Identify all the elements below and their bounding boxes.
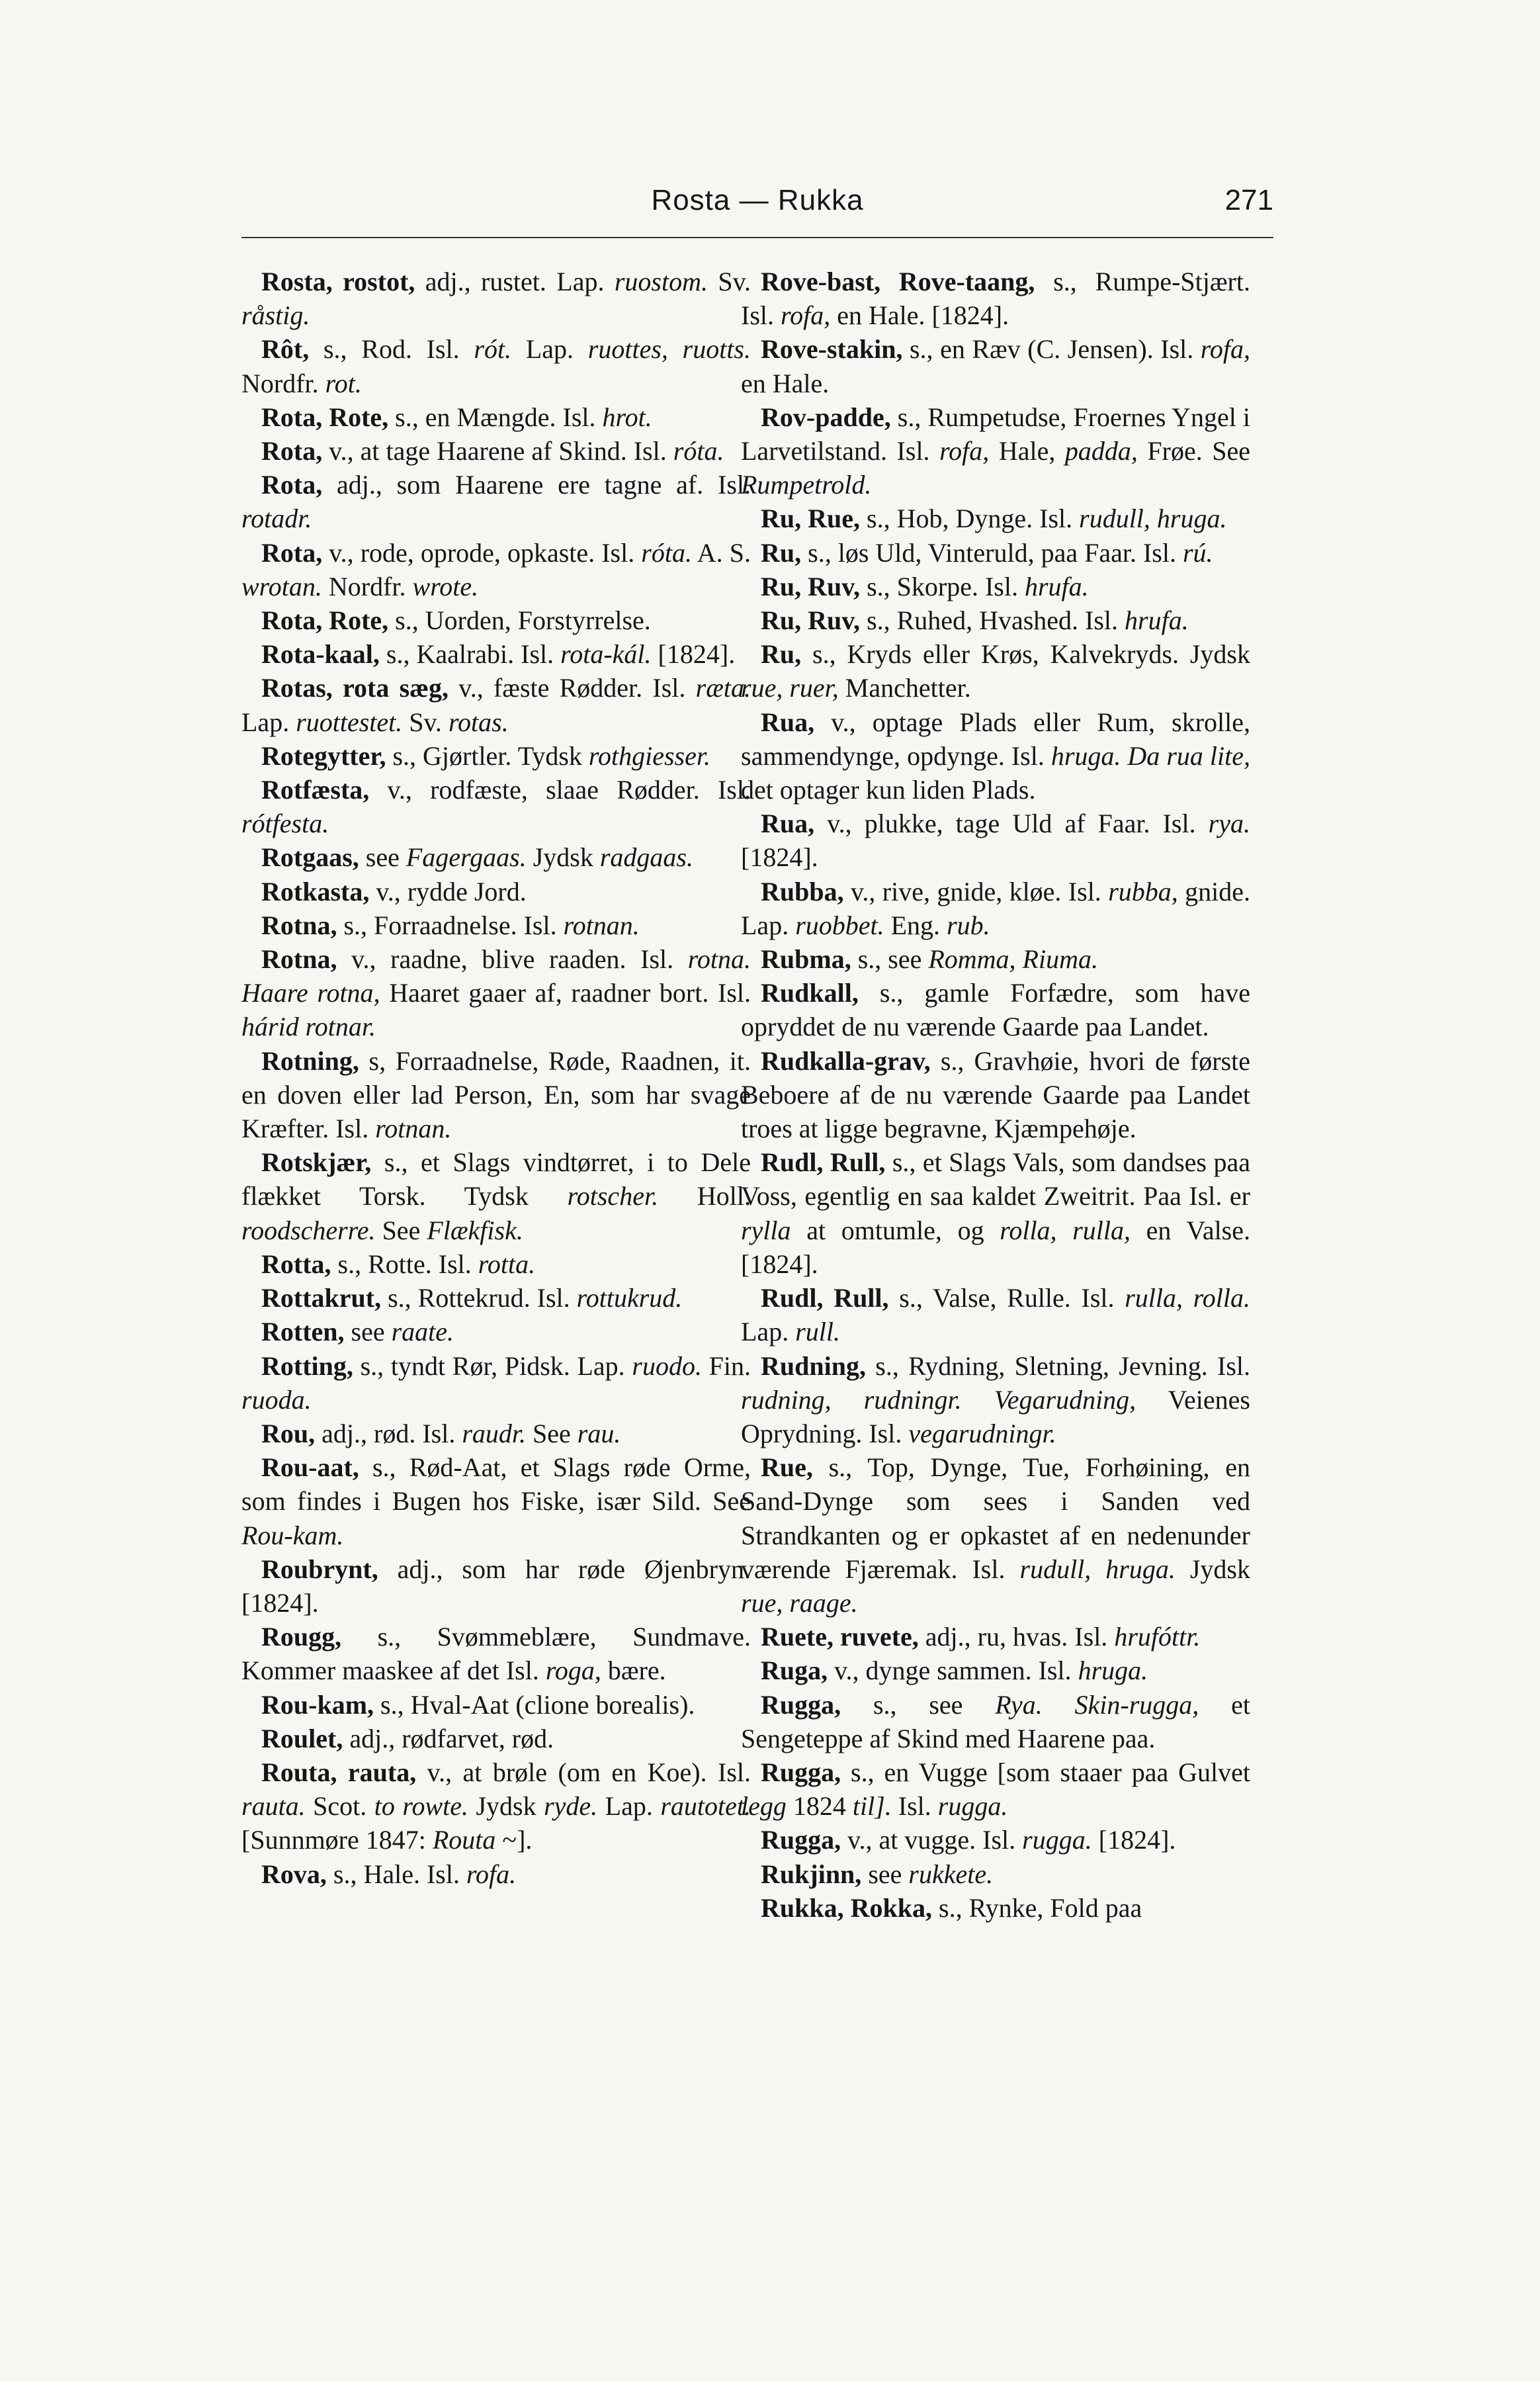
entry-italic-text: rue, ruer, xyxy=(741,673,839,703)
entry-text: Lap. xyxy=(511,334,588,365)
entry-headword: Rotta, xyxy=(261,1249,331,1279)
dictionary-entry xyxy=(241,739,751,773)
entry-text: s., Rottekrud. Isl. xyxy=(381,1283,577,1313)
entry-text: Haaret gaaer af, raadner bort. Isl. xyxy=(380,978,751,1008)
entry-italic-text: rotnan. xyxy=(563,910,640,940)
entry-text: v., rodfæste, slaae Rødder. Isl. xyxy=(369,775,751,805)
entry-headword: Rove-bast, Rove-taang, xyxy=(761,267,1035,296)
entry-text: s., et Slags Vals, som dandses paa Voss, egentlig en saa kaldet Zweitrit. Paa Isl. er xyxy=(741,1147,1250,1212)
entry-italic-text: raudr. xyxy=(462,1418,527,1448)
entry-text: s., Kryds eller Krøs, Kalvekryds. Jydsk xyxy=(801,639,1250,670)
dictionary-entry xyxy=(241,1417,751,1450)
entry-headword: Rugga, xyxy=(761,1689,841,1720)
entry-text: A. S. xyxy=(691,537,751,568)
entry-italic-text: hrufa. xyxy=(1125,605,1189,636)
entry-text: Jydsk xyxy=(1175,1554,1250,1584)
dictionary-entry xyxy=(241,1450,751,1552)
entry-italic-text: hrufóttr. xyxy=(1114,1622,1201,1652)
entry-italic-text: Flækfisk. xyxy=(427,1215,523,1245)
entry-headword: Rougg, xyxy=(261,1622,342,1652)
entry-italic-text: rylla xyxy=(741,1215,791,1245)
entry-italic-text: rottukrud. xyxy=(576,1283,683,1313)
entry-headword: Rotna, xyxy=(261,910,337,940)
dictionary-entry xyxy=(241,1688,751,1722)
dictionary-entry xyxy=(241,400,751,434)
header-rule xyxy=(241,237,1273,238)
entry-headword: Ru, Rue, xyxy=(761,504,861,534)
entry-headword: Rou-aat, xyxy=(261,1452,359,1483)
entry-italic-text: rudull, hruga. xyxy=(1019,1554,1176,1584)
entry-headword: Rota, xyxy=(261,470,323,500)
entry-text: s., tyndt Rør, Pidsk. Lap. xyxy=(353,1350,632,1381)
entry-headword: Rudl, Rull, xyxy=(761,1147,886,1178)
entry-italic-text: Rou-kam. xyxy=(241,1520,344,1550)
entry-italic-text: vegarudningr. xyxy=(908,1418,1056,1448)
entry-text: Scot. xyxy=(305,1791,374,1822)
dictionary-entry xyxy=(241,468,751,535)
entry-italic-text: rotas. xyxy=(448,707,509,737)
entry-italic-text: ruottestet. xyxy=(296,707,403,737)
entry-text: Sv. xyxy=(707,267,751,296)
dictionary-entry xyxy=(241,1620,751,1687)
entry-headword: Ru, xyxy=(761,639,802,670)
entry-italic-text: ruostom. xyxy=(614,267,708,296)
entry-headword: Rosta, rostot, xyxy=(261,267,415,296)
page-number: 271 xyxy=(1224,184,1273,216)
entry-headword: Rova, xyxy=(261,1859,327,1889)
entry-text: adj., rødfarvet, rød. xyxy=(343,1723,554,1753)
entry-text: adj., rød. Isl. xyxy=(315,1418,462,1448)
entry-headword: Rotgaas, xyxy=(261,842,359,873)
dictionary-entry xyxy=(741,603,1250,637)
entry-text: en Valse. [1824]. xyxy=(741,1215,1250,1279)
entry-text: see xyxy=(359,842,406,873)
entry-italic-text: wrotan. xyxy=(241,571,322,601)
entry-headword: Rotkasta, xyxy=(261,876,370,906)
entry-italic-text: rot. xyxy=(325,368,362,398)
entry-italic-text: roga, xyxy=(545,1655,601,1686)
entry-italic-text: ruoda. xyxy=(241,1384,312,1415)
entry-headword: Rudkall, xyxy=(761,978,859,1008)
entry-text: Nordfr. xyxy=(321,571,413,601)
dictionary-entry xyxy=(741,875,1250,942)
entry-headword: Rotting, xyxy=(261,1350,353,1381)
entry-text: s., Hale. Isl. xyxy=(326,1859,466,1889)
entry-italic-text: rotscher. xyxy=(567,1181,659,1212)
dictionary-entry xyxy=(241,671,751,738)
entry-italic-text: rofa, xyxy=(1200,334,1250,365)
entry-headword: Ru, Ruv, xyxy=(761,571,861,601)
entry-italic-text: hruga. Da rua lite, xyxy=(1050,740,1250,771)
entry-italic-text: til]. xyxy=(852,1791,892,1822)
entry-text: v., at vugge. Isl. xyxy=(841,1825,1023,1855)
entry-headword: Rotning, xyxy=(261,1045,359,1076)
entry-italic-text: ruobbet. xyxy=(795,910,884,940)
entry-italic-text: rota-kál. xyxy=(560,639,652,670)
entry-text: Lap. xyxy=(597,1791,661,1822)
entry-italic-text: ræta. xyxy=(695,673,751,703)
entry-italic-text: Romma, Riuma. xyxy=(928,944,1098,975)
entry-italic-text: rull. xyxy=(795,1317,840,1347)
entry-text: s., løs Uld, Vinteruld, paa Faar. Isl. xyxy=(801,537,1183,568)
entry-text: Veienes Oprydning. Isl. xyxy=(741,1384,1250,1448)
entry-italic-text: rubba, xyxy=(1108,876,1178,906)
entry-italic-text: Rumpetrold. xyxy=(741,470,872,500)
entry-text: s., Top, Dynge, Tue, Forhøining, en Sand-Dynge som sees i Sanden ved Strandkanten og er opkastet af en nedenunder værende Fjæremak. Isl. xyxy=(741,1452,1250,1584)
entry-headword: Rugga, xyxy=(761,1757,841,1787)
dictionary-entry xyxy=(741,1654,1250,1687)
entry-text: s., Gjørtler. Tydsk xyxy=(386,740,589,771)
dictionary-entry xyxy=(241,1857,751,1891)
entry-text: s., Rotte. Isl. xyxy=(331,1249,478,1279)
entry-headword: Ru, xyxy=(761,537,802,568)
entry-text: det optager kun liden Plads. xyxy=(741,775,1036,805)
entry-text: s., see xyxy=(841,1689,996,1720)
entry-text: s, Forraadnelse, Røde, Raadnen, it. en doven eller lad Person, En, som har svage Kræfter. Isl. xyxy=(241,1045,751,1144)
entry-text: see xyxy=(861,1859,909,1889)
entry-text: at omtumle, og xyxy=(791,1215,1000,1245)
entry-headword: Rov-padde, xyxy=(761,402,891,432)
entry-italic-text: rofa. xyxy=(466,1859,517,1889)
dictionary-entry xyxy=(741,536,1250,570)
entry-text: Nordfr. xyxy=(241,368,325,398)
dictionary-entry xyxy=(741,1857,1250,1891)
entry-headword: Rue, xyxy=(761,1452,813,1483)
entry-headword: Ruete, ruvete, xyxy=(761,1622,919,1652)
entry-italic-text: wrote. xyxy=(412,571,479,601)
dictionary-entry xyxy=(741,807,1250,874)
page-header xyxy=(241,179,1273,232)
entry-headword: Rou, xyxy=(261,1418,316,1448)
entry-text: s., Rynke, Fold paa xyxy=(932,1892,1142,1923)
entry-text: v., plukke, tage Uld af Faar. Isl. xyxy=(814,809,1209,839)
entry-headword: Rugga, xyxy=(761,1825,841,1855)
entry-text: v., optage Plads eller Rum, skrolle, sammendynge, opdynge. Isl. xyxy=(741,707,1250,771)
entry-italic-text: to rowte. xyxy=(374,1791,468,1822)
dictionary-entry xyxy=(241,265,751,332)
dictionary-entry xyxy=(241,434,751,468)
dictionary-entry xyxy=(741,942,1250,976)
entry-text: s., en Ræv (C. Jensen). Isl. xyxy=(902,334,1201,365)
entry-italic-text: rulla, rolla. xyxy=(1125,1283,1251,1313)
entry-text: Fin. xyxy=(701,1350,751,1381)
entry-headword: Rota, xyxy=(261,436,323,466)
entry-headword: Rottakrut, xyxy=(261,1283,382,1313)
entry-text: s., gamle Forfædre, som have opryddet de nu værende Gaarde paa Landet. xyxy=(741,978,1250,1042)
entry-text: v., at tage Haarene af Skind. Isl. xyxy=(322,436,673,466)
entry-text: Eng. xyxy=(884,910,947,940)
entry-headword: Rôt, xyxy=(261,334,310,365)
entry-italic-text: rue, raage. xyxy=(741,1587,858,1618)
entry-text: s., en Vugge [som staaer paa Gulvet xyxy=(841,1757,1250,1787)
dictionary-entry xyxy=(241,603,751,637)
dictionary-entry xyxy=(741,976,1250,1043)
entry-italic-text: roodscherre. xyxy=(241,1215,376,1245)
entry-italic-text: rukkete. xyxy=(908,1859,994,1889)
dictionary-entry xyxy=(241,908,751,942)
entry-italic-text: rotta. xyxy=(478,1249,536,1279)
entry-text: s., Gravhøie, hvori de første Beboere af de nu værende Gaarde paa Landet troes at ligge begravne, Kjæmpehøje. xyxy=(741,1045,1250,1144)
entry-italic-text: rothgiesser. xyxy=(588,740,710,771)
entry-text: 1824 xyxy=(786,1791,853,1822)
entry-text: et Sengeteppe af Skind med Haarene paa. xyxy=(741,1689,1251,1753)
entry-headword: Rua, xyxy=(761,809,815,839)
entry-text: Lap. xyxy=(241,707,296,737)
entry-headword: Rudl, Rull, xyxy=(761,1283,889,1313)
dictionary-entry xyxy=(241,1349,751,1417)
entry-headword: Ruga, xyxy=(761,1655,828,1686)
dictionary-entry xyxy=(241,773,751,840)
entry-headword: Rota, xyxy=(261,537,323,568)
dictionary-entry xyxy=(741,265,1250,332)
dictionary-entry xyxy=(241,1247,751,1281)
entry-text: Hale, xyxy=(989,436,1065,466)
entry-italic-text: rótfesta. xyxy=(241,809,329,839)
entry-italic-text: legg xyxy=(741,1791,787,1822)
dictionary-entry xyxy=(241,875,751,908)
entry-text: s., Forraadnelse. Isl. xyxy=(337,910,564,940)
entry-text: See xyxy=(526,1418,578,1448)
entry-italic-text: rót. xyxy=(474,334,512,365)
dictionary-entry xyxy=(241,1145,751,1247)
entry-text: s., see xyxy=(851,944,929,975)
dictionary-entry xyxy=(241,1315,751,1348)
entry-italic-text: ruodo. xyxy=(632,1350,702,1381)
entry-italic-text: ryde. xyxy=(544,1791,598,1822)
entry-italic-text: rugga. xyxy=(937,1791,1008,1822)
entry-text: v., raadne, blive raaden. Isl. xyxy=(337,944,688,975)
entry-text: adj., som Haarene ere tagne af. Isl. xyxy=(322,470,751,500)
dictionary-entry xyxy=(741,705,1250,807)
entry-text: Jydsk xyxy=(526,842,600,873)
entry-italic-text: rú. xyxy=(1182,537,1213,568)
entry-text: ~]. xyxy=(495,1825,533,1855)
dictionary-entry xyxy=(741,1349,1250,1451)
entry-italic-text: rautotet. xyxy=(660,1791,751,1822)
entry-text: v., fæste Rødder. Isl. xyxy=(449,673,696,703)
dictionary-entry xyxy=(241,536,751,603)
dictionary-entry xyxy=(241,1722,751,1755)
entry-headword: Rota-kaal, xyxy=(261,639,380,670)
entry-italic-text: rofa, xyxy=(939,436,990,466)
entry-italic-text: rya. xyxy=(1208,809,1250,839)
entry-text: s., Valse, Rulle. Isl. xyxy=(888,1283,1125,1313)
entry-headword: Rukjinn, xyxy=(761,1859,862,1889)
entry-italic-text: rub. xyxy=(947,910,990,940)
dictionary-entry xyxy=(741,1450,1250,1620)
entry-headword: Rotna, xyxy=(261,944,337,975)
entry-italic-text: rau. xyxy=(577,1418,621,1448)
dictionary-entry xyxy=(741,1620,1250,1654)
entry-italic-text: rotadr. xyxy=(241,504,312,534)
entry-text: s., Hval-Aat (clione borealis). xyxy=(374,1689,695,1720)
entry-italic-text: rudning, rudningr. Vegarudning, xyxy=(741,1384,1136,1415)
entry-headword: Rota, Rote, xyxy=(261,605,389,636)
entry-italic-text: rugga. xyxy=(1022,1825,1092,1855)
entry-text: [1824]. xyxy=(651,639,736,670)
dictionary-entry xyxy=(741,332,1250,400)
dictionary-entry xyxy=(741,1688,1250,1755)
dictionary-entry xyxy=(741,637,1250,705)
entry-headword: Rotten, xyxy=(261,1317,345,1347)
dictionary-entry xyxy=(741,1755,1250,1823)
entry-italic-text: Fagergaas. xyxy=(406,842,527,873)
entry-headword: Rotskjær, xyxy=(261,1147,372,1178)
entry-italic-text: rauta. xyxy=(241,1791,306,1822)
entry-headword: Roulet, xyxy=(261,1723,343,1753)
dictionary-entry xyxy=(241,1755,751,1857)
entry-text: v., rive, gnide, kløe. Isl. xyxy=(843,876,1109,906)
dictionary-entry xyxy=(741,1891,1250,1925)
entry-text: s., et Slags vindtørret, i to Dele flækket Torsk. Tydsk xyxy=(241,1147,751,1212)
entry-italic-text: rudull, hruga. xyxy=(1079,504,1227,534)
entry-italic-text: råstig. xyxy=(241,300,310,331)
dictionary-entry xyxy=(741,502,1250,535)
entry-headword: Rua, xyxy=(761,707,815,737)
entry-text: en Hale. xyxy=(741,368,830,398)
entry-text: Sv. xyxy=(402,707,449,737)
dictionary-entry xyxy=(241,637,751,671)
dictionary-entry xyxy=(241,1281,751,1315)
entry-text: v., rydde Jord. xyxy=(369,876,527,906)
entry-italic-text: róta. xyxy=(641,537,692,568)
entry-text: s., Skorpe. Isl. xyxy=(860,571,1025,601)
entry-italic-text: hrufa. xyxy=(1024,571,1089,601)
entry-italic-text: radgaas. xyxy=(599,842,693,873)
entry-text: Jydsk xyxy=(468,1791,544,1822)
entry-headword: Rubba, xyxy=(761,876,844,906)
entry-text: s., Rød-Aat, et Slags røde Orme, som findes i Bugen hos Fiske, især Sild. See xyxy=(241,1452,751,1517)
entry-headword: Rukka, Rokka, xyxy=(761,1892,933,1923)
entry-headword: Rotfæsta, xyxy=(261,775,370,805)
entry-text: s., Kaalrabi. Isl. xyxy=(379,639,561,670)
entry-text: bære. xyxy=(601,1655,666,1686)
entry-italic-text: padda, xyxy=(1064,436,1138,466)
entry-text: adj., rustet. Lap. xyxy=(415,267,615,296)
entry-headword: Rudning, xyxy=(761,1350,866,1381)
entry-text: s., Hob, Dynge. Isl. xyxy=(860,504,1080,534)
entry-text: s., Rumpetudse, Froernes Yngel i Larvetilstand. Isl. xyxy=(741,402,1250,466)
entry-italic-text: rolla, rulla, xyxy=(1000,1215,1131,1245)
entry-text: Lap. xyxy=(741,1317,796,1347)
entry-text: s., Rydning, Sletning, Jevning. Isl. xyxy=(865,1350,1250,1381)
entry-text: Manchetter. xyxy=(838,673,971,703)
entry-text: See xyxy=(375,1215,427,1245)
entry-text: Holl. xyxy=(658,1181,751,1212)
entry-headword: Ru, Ruv, xyxy=(761,605,861,636)
entry-text: see xyxy=(344,1317,392,1347)
entry-italic-text: hruga. xyxy=(1078,1655,1148,1686)
entry-headword: Rudkalla-grav, xyxy=(761,1045,931,1076)
dictionary-entry xyxy=(741,570,1250,603)
entry-text: s., Rod. Isl. xyxy=(309,334,474,365)
running-head: Rosta — Rukka xyxy=(651,184,864,216)
entry-italic-text: Routa xyxy=(432,1825,496,1855)
entry-italic-text: ruottes, ruotts. xyxy=(587,334,751,365)
entry-italic-text: rotnan. xyxy=(375,1114,452,1144)
dictionary-entry xyxy=(241,840,751,874)
dictionary-entry xyxy=(241,332,751,400)
entry-text: v., rode, oprode, opkaste. Isl. xyxy=(322,537,642,568)
entry-text: [1824]. xyxy=(1091,1825,1176,1855)
dictionary-entry xyxy=(741,1044,1250,1146)
entry-italic-text: rotna. Haare rotna, xyxy=(241,944,751,1008)
entry-text: adj., som har røde Øjenbryn. [1824]. xyxy=(241,1554,751,1618)
entry-text: v., at brøle (om en Koe). Isl. xyxy=(416,1757,751,1787)
entry-italic-text: róta. xyxy=(673,436,724,466)
dictionary-entry xyxy=(241,1552,751,1620)
dictionary-entry xyxy=(741,1823,1250,1857)
entry-headword: Rotas, rota sæg, xyxy=(261,673,449,703)
dictionary-entry xyxy=(741,1145,1250,1281)
entry-text: s., Ruhed, Hvashed. Isl. xyxy=(860,605,1125,636)
entry-headword: Rotegytter, xyxy=(261,740,386,771)
entry-text: s., Rumpe-Stjært. Isl. xyxy=(741,267,1250,331)
entry-italic-text: hrot. xyxy=(602,402,652,432)
entry-headword: Rou-kam, xyxy=(261,1689,374,1720)
left-column xyxy=(241,265,751,1891)
entry-text: Frøe. See xyxy=(1137,436,1250,466)
entry-text: en Hale. [1824]. xyxy=(830,300,1009,331)
dictionary-entry xyxy=(241,942,751,1044)
dictionary-entry xyxy=(741,400,1250,502)
entry-text: adj., ru, hvas. Isl. xyxy=(918,1622,1115,1652)
entry-text: gnide. Lap. xyxy=(741,876,1251,940)
entry-headword: Rota, Rote, xyxy=(261,402,389,432)
right-column xyxy=(741,265,1250,1925)
entry-text: [1824]. xyxy=(741,842,818,873)
entry-text: s., Svømmeblære, Sundmave. Kommer maaskee af det Isl. xyxy=(241,1622,751,1686)
dictionary-entry xyxy=(241,1044,751,1146)
dictionary-entry xyxy=(741,1281,1250,1348)
entry-headword: Rove-stakin, xyxy=(761,334,903,365)
entry-text: v., dynge sammen. Isl. xyxy=(828,1655,1078,1686)
entry-italic-text: rofa, xyxy=(781,300,831,331)
entry-headword: Rubma, xyxy=(761,944,851,975)
entry-text: [Sunnmøre 1847: xyxy=(241,1825,433,1855)
entry-headword: Routa, rauta, xyxy=(261,1757,417,1787)
entry-headword: Roubrynt, xyxy=(261,1554,378,1584)
entry-text: Isl. xyxy=(891,1791,938,1822)
entry-italic-text: hárid rotnar. xyxy=(241,1012,376,1042)
entry-italic-text: raate. xyxy=(391,1317,454,1347)
entry-italic-text: Rya. Skin-rugga, xyxy=(995,1689,1199,1720)
entry-text: s., en Mængde. Isl. xyxy=(388,402,603,432)
entry-text: s., Uorden, Forstyrrelse. xyxy=(388,605,651,636)
